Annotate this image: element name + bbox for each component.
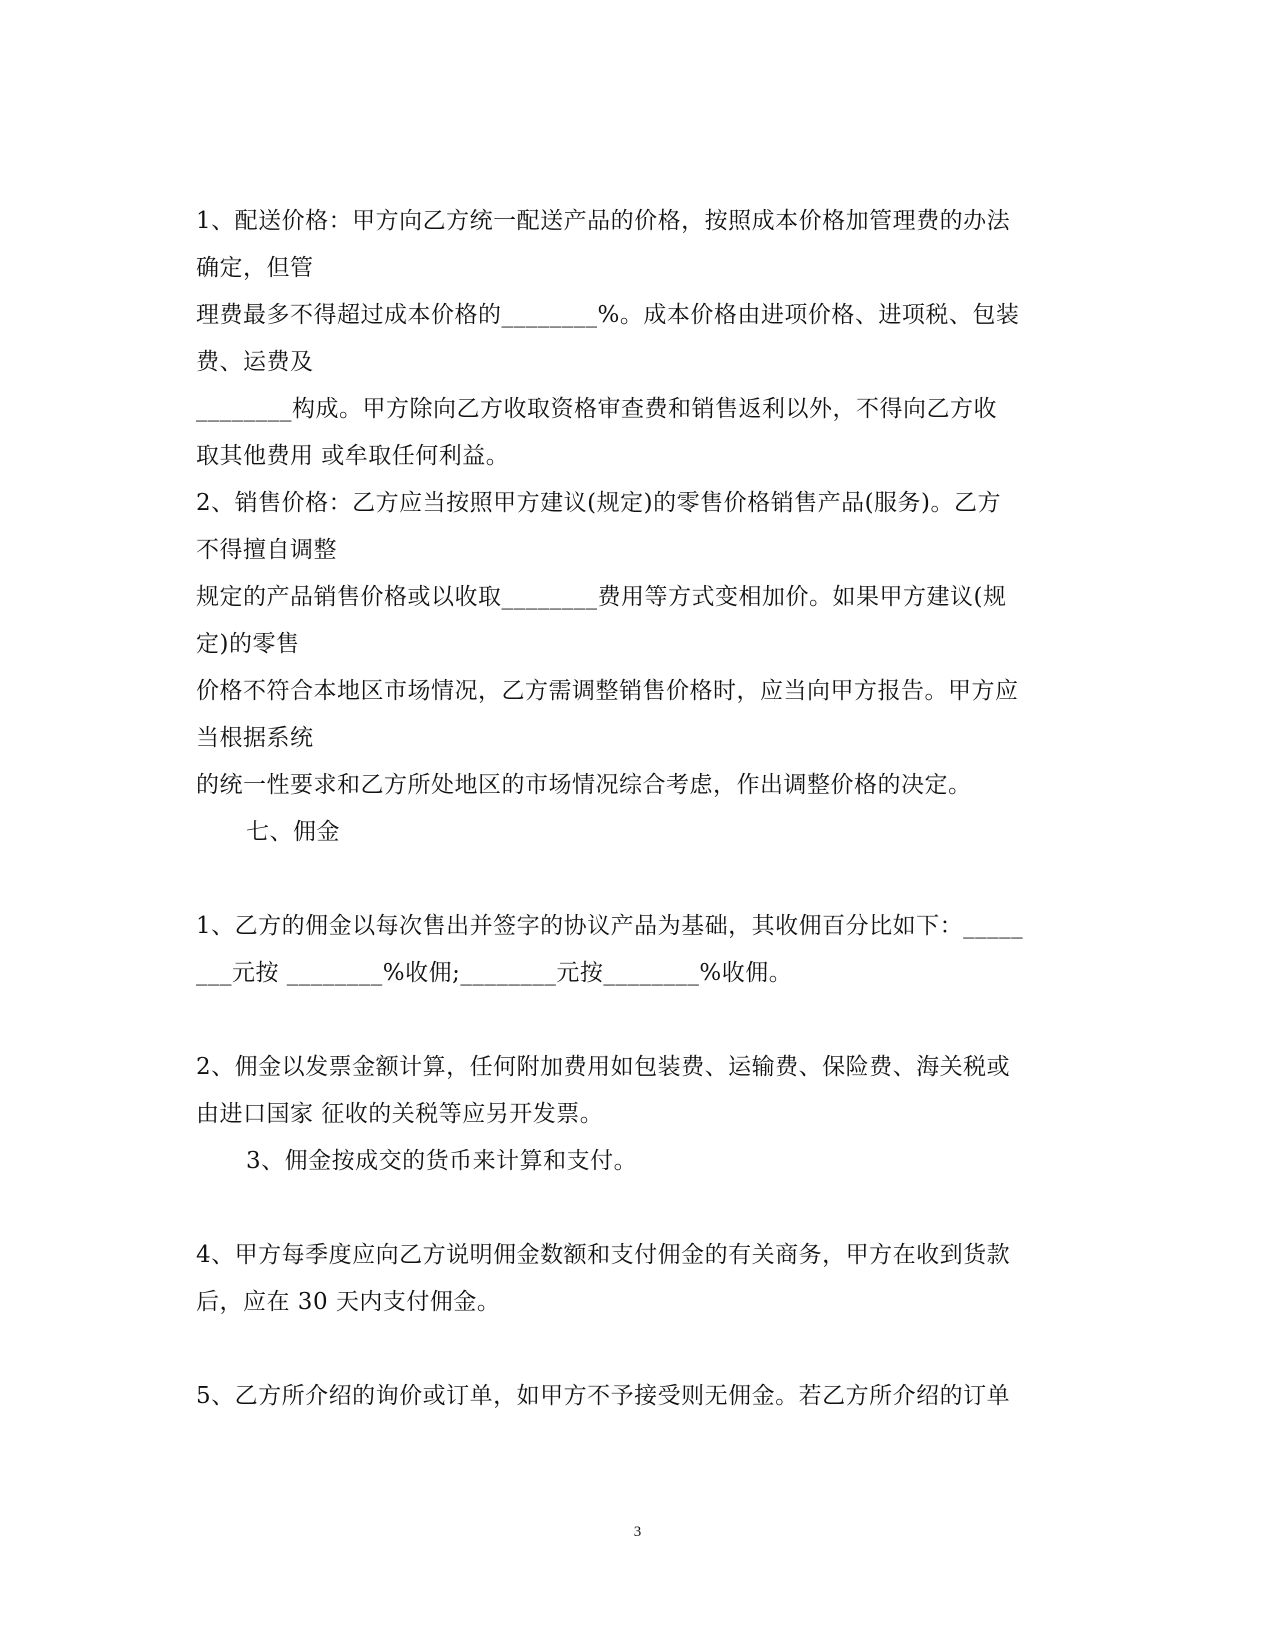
text-line: 2、销售价格：乙方应当按照甲方建议(规定)的零售价格销售产品(服务)。乙方	[196, 490, 1002, 516]
text-line: 规定的产品销售价格或以收取________费用等方式变相加价。如果甲方建议(规	[196, 584, 1007, 610]
text-line: 价格不符合本地区市场情况，乙方需调整销售价格时，应当向甲方报告。甲方应	[196, 678, 1019, 704]
text-line: 理费最多不得超过成本价格的________%。成本价格由进项价格、进项税、包装	[196, 302, 1020, 328]
text-line: ________构成。甲方除向乙方收取资格审查费和销售返利以外，不得向乙方收	[196, 396, 997, 422]
text-line: 当根据系统	[196, 725, 314, 751]
text-line: 取其他费用 或牟取任何利益。	[196, 443, 510, 469]
text-line: 3、佣金按成交的货币来计算和支付。	[246, 1148, 638, 1174]
text-line: 定)的零售	[196, 631, 300, 657]
text-line: 的统一性要求和乙方所处地区的市场情况综合考虑，作出调整价格的决定。	[196, 772, 972, 798]
text-line: 后，应在 30 天内支付佣金。	[196, 1289, 501, 1315]
text-line: 2、佣金以发票金额计算，任何附加费用如包装费、运输费、保险费、海关税或	[196, 1054, 1011, 1080]
text-line: 4、甲方每季度应向乙方说明佣金数额和支付佣金的有关商务，甲方在收到货款	[196, 1242, 1011, 1268]
text-line: 5、乙方所介绍的询价或订单，如甲方不予接受则无佣金。若乙方所介绍的订单	[196, 1383, 1011, 1409]
text-line: 不得擅自调整	[196, 537, 337, 563]
text-line: ___元按 ________%收佣;________元按________%收佣。	[196, 960, 793, 986]
page-number: 3	[633, 1524, 642, 1540]
text-line: 1、配送价格：甲方向乙方统一配送产品的价格，按照成本价格加管理费的办法	[196, 208, 1011, 234]
section-heading: 七、佣金	[246, 819, 340, 845]
text-line: 由进口国家 征收的关税等应另开发票。	[196, 1101, 604, 1127]
text-line: 1、乙方的佣金以每次售出并签字的协议产品为基础，其收佣百分比如下：_____	[196, 913, 1024, 939]
text-line: 确定，但管	[196, 255, 314, 281]
text-line: 费、运费及	[196, 349, 314, 375]
